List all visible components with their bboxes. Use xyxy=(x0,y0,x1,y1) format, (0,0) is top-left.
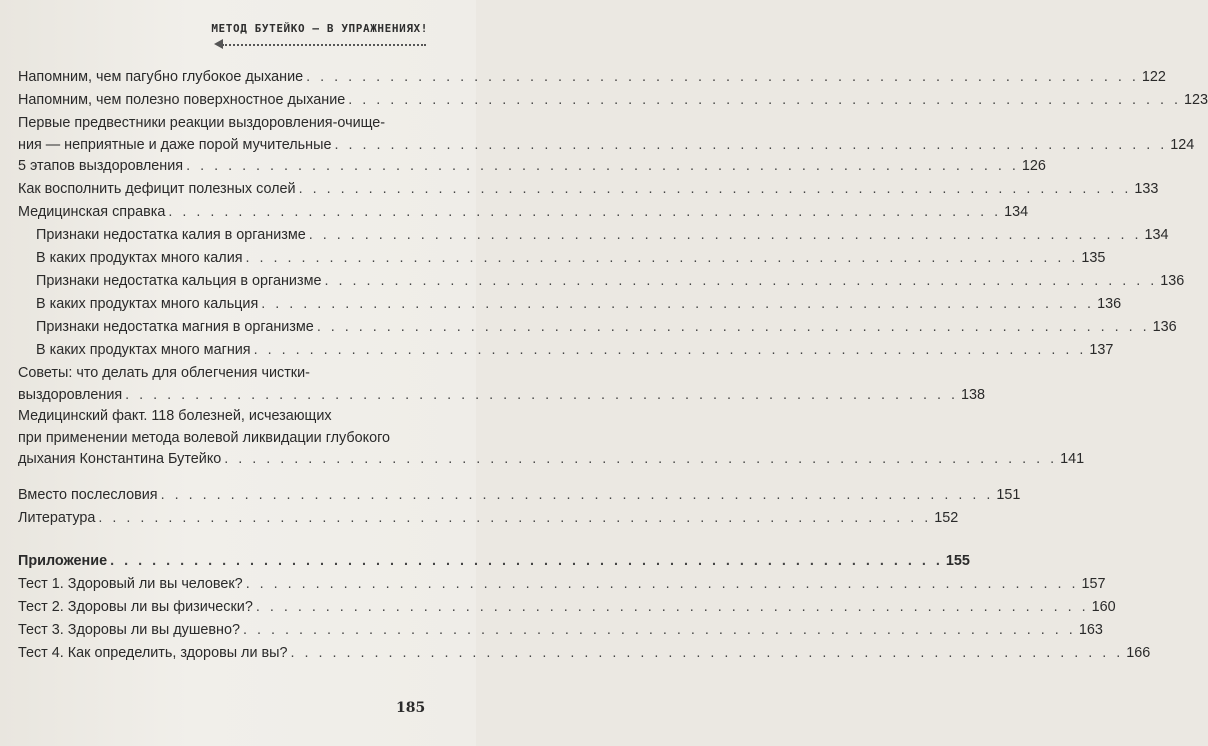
toc-entry-text: Признаки недостатка калия в организме xyxy=(36,227,306,243)
toc-page-number: 157 xyxy=(1081,576,1106,592)
dot-leader: . . . . . . . . . . . . . . . . . . . . . . . . . . . . . . . . . . . . . . . . . . . . . . . . . . . . . . . . . . . . xyxy=(316,319,1150,335)
toc-entry-text: Медицинский факт. 118 болезней, исчезающих xyxy=(18,408,332,424)
running-title: МЕТОД БУТЕЙКО — В УПРАЖНЕНИЯХ! xyxy=(211,22,428,35)
toc-entry-text: В каких продуктах много магния xyxy=(36,342,251,358)
dot-leader: . . . . . . . . . . . . . . . . . . . . . . . . . . . . . . . . . . . . . . . . . . . . . . . . . . . . . . . . . . . . xyxy=(168,204,1002,220)
dot-leader: . . . . . . . . . . . . . . . . . . . . . . . . . . . . . . . . . . . . . . . . . . . . . . . . . . . . . . . . . . . . xyxy=(306,69,1139,85)
dot-leader: . . . . . . . . . . . . . . . . . . . . . . . . . . . . . . . . . . . . . . . . . . . . . . . . . . . . . . . . . . . . xyxy=(186,158,1019,174)
toc-page-number: 124 xyxy=(1170,136,1195,153)
toc-page-number: 155 xyxy=(945,553,970,569)
header-dotted-rule xyxy=(222,44,426,46)
dot-leader: . . . . . . . . . . . . . . . . . . . . . . . . . . . . . . . . . . . . . . . . . . . . . . . . . . . . . . . . . . . . xyxy=(98,510,932,526)
dot-leader: . . . . . . . . . . . . . . . . . . . . . . . . . . . . . . . . . . . . . . . . . . . . . . . . . . . . . . . . . . . . xyxy=(253,342,1087,358)
toc-entry-text: дыхания Константина Бутейко xyxy=(18,451,222,467)
toc-page-number: 136 xyxy=(1097,296,1122,312)
dot-leader: . . . . . . . . . . . . . . . . . . . . . . . . . . . . . . . . . . . . . . . . . . . . . . . . . . . . . . . . . . . . xyxy=(324,273,1158,289)
dot-leader: . . . . . . . . . . . . . . . . . . . . . . . . . . . . . . . . . . . . . . . . . . . . . . . . . . . . . . . . . . . . xyxy=(290,645,1124,661)
running-header xyxy=(211,22,432,52)
toc-entry-text: Признаки недостатка кальция в организме xyxy=(36,273,322,289)
dot-leader: . . . . . . . . . . . . . . . . . . . . . . . . . . . . . . . . . . . . . . . . . . . . . . . . . . . . . . . . . . . . xyxy=(308,227,1142,243)
toc-page-number: 136 xyxy=(1160,273,1185,289)
dot-leader: . . . . . . . . . . . . . . . . . . . . . . . . . . . . . . . . . . . . . . . . . . . . . . . . . . . . . . . . . . . . xyxy=(334,136,1168,153)
toc-entry-text: Напомним, чем полезно поверхностное дыхание xyxy=(18,92,346,108)
dot-leader: . . . . . . . . . . . . . . . . . . . . . . . . . . . . . . . . . . . . . . . . . . . . . . . . . . . . . . . . . . . . xyxy=(160,487,994,503)
dot-leader: . . . . . . . . . . . . . . . . . . . . . . . . . . . . . . . . . . . . . . . . . . . . . . . . . . . . . . . . . . . . xyxy=(125,386,958,403)
toc-page-number: 122 xyxy=(1141,69,1166,85)
toc-page-number: 166 xyxy=(1126,645,1151,661)
toc-page-number: 160 xyxy=(1091,599,1116,615)
toc-entry-text: Первые предвестники реакции выздоровления-очище- xyxy=(18,115,386,131)
toc-page-number: 137 xyxy=(1089,342,1114,358)
dot-leader: . . . . . . . . . . . . . . . . . . . . . . . . . . . . . . . . . . . . . . . . . . . . . . . . . . . . . . . . . . . . xyxy=(298,181,1132,197)
dot-leader: . . . . . . . . . . . . . . . . . . . . . . . . . . . . . . . . . . . . . . . . . . . . . . . . . . . . . . . . . . . . xyxy=(261,296,1095,312)
toc-entry-text: ния — неприятные и даже порой мучительные xyxy=(18,136,332,153)
page-number: 185 xyxy=(396,700,426,716)
toc-page-number: 138 xyxy=(960,386,985,403)
toc-entry-text: Напомним, чем пагубно глубокое дыхание xyxy=(18,69,304,85)
dot-leader: . . . . . . . . . . . . . . . . . . . . . . . . . . . . . . . . . . . . . . . . . . . . . . . . . . . . . . . . . . . . xyxy=(245,576,1079,592)
dot-leader: . . . . . . . . . . . . . . . . . . . . . . . . . . . . . . . . . . . . . . . . . . . . . . . . . . . . . . . . . . . . xyxy=(348,92,1182,108)
toc-page-number: 126 xyxy=(1021,158,1046,174)
toc-entry-text: 5 этапов выздоровления xyxy=(18,158,184,174)
dot-leader: . . . . . . . . . . . . . . . . . . . . . . . . . . . . . . . . . . . . . . . . . . . . . . . . . . . . . . . . . . . . xyxy=(255,599,1089,615)
dot-leader: . . . . . . . . . . . . . . . . . . . . . . . . . . . . . . . . . . . . . . . . . . . . . . . . . . . . . . . . . . . . xyxy=(243,622,1076,638)
toc-page-number: 151 xyxy=(996,487,1021,503)
dot-leader: . . . . . . . . . . . . . . . . . . . . . . . . . . . . . . . . . . . . . . . . . . . . . . . . . . . . . . . . . . . . xyxy=(224,451,1058,467)
toc-entry-text: В каких продуктах много кальция xyxy=(36,296,259,312)
toc-entry-text: Признаки недостатка магния в организме xyxy=(36,319,314,335)
toc-entry-text: Тест 4. Как определить, здоровы ли вы? xyxy=(18,645,288,661)
toc-page-number: 152 xyxy=(934,510,959,526)
toc-entry-text: Литература xyxy=(18,510,96,526)
toc-entry-text: Как восполнить дефицит полезных солей xyxy=(18,181,296,197)
toc-entry-text: Тест 3. Здоровы ли вы душевно? xyxy=(18,622,241,638)
toc-page-number: 123 xyxy=(1184,92,1208,108)
toc-entry-text: Тест 2. Здоровы ли вы физически? xyxy=(18,599,253,615)
toc-page-number: 134 xyxy=(1144,227,1169,243)
toc-entry-text: выздоровления xyxy=(18,386,123,403)
toc-page-number: 135 xyxy=(1081,250,1106,266)
toc-entry-text: Тест 1. Здоровый ли вы человек? xyxy=(18,576,243,592)
toc-entry-text: Советы: что делать для облегчения чистки- xyxy=(18,365,310,381)
toc-entry-text: В каких продуктах много калия xyxy=(36,250,243,266)
dot-leader: . . . . . . . . . . . . . . . . . . . . . . . . . . . . . . . . . . . . . . . . . . . . . . . . . . . . . . . . . . . . xyxy=(110,553,943,569)
toc-entry-text: Медицинская справка xyxy=(18,204,166,220)
toc-page-number: 141 xyxy=(1060,451,1085,467)
toc-entry-text: Приложение xyxy=(18,553,108,569)
toc-page-number: 133 xyxy=(1134,181,1159,197)
toc-page-number: 163 xyxy=(1078,622,1103,638)
toc-page-number: 136 xyxy=(1152,319,1177,335)
toc-page-number: 134 xyxy=(1004,204,1029,220)
toc-entry-text: Вместо послесловия xyxy=(18,487,158,503)
dot-leader: . . . . . . . . . . . . . . . . . . . . . . . . . . . . . . . . . . . . . . . . . . . . . . . . . . . . . . . . . . . . xyxy=(245,250,1079,266)
toc-entry-text: при применении метода волевой ликвидации глубокого xyxy=(18,429,391,446)
